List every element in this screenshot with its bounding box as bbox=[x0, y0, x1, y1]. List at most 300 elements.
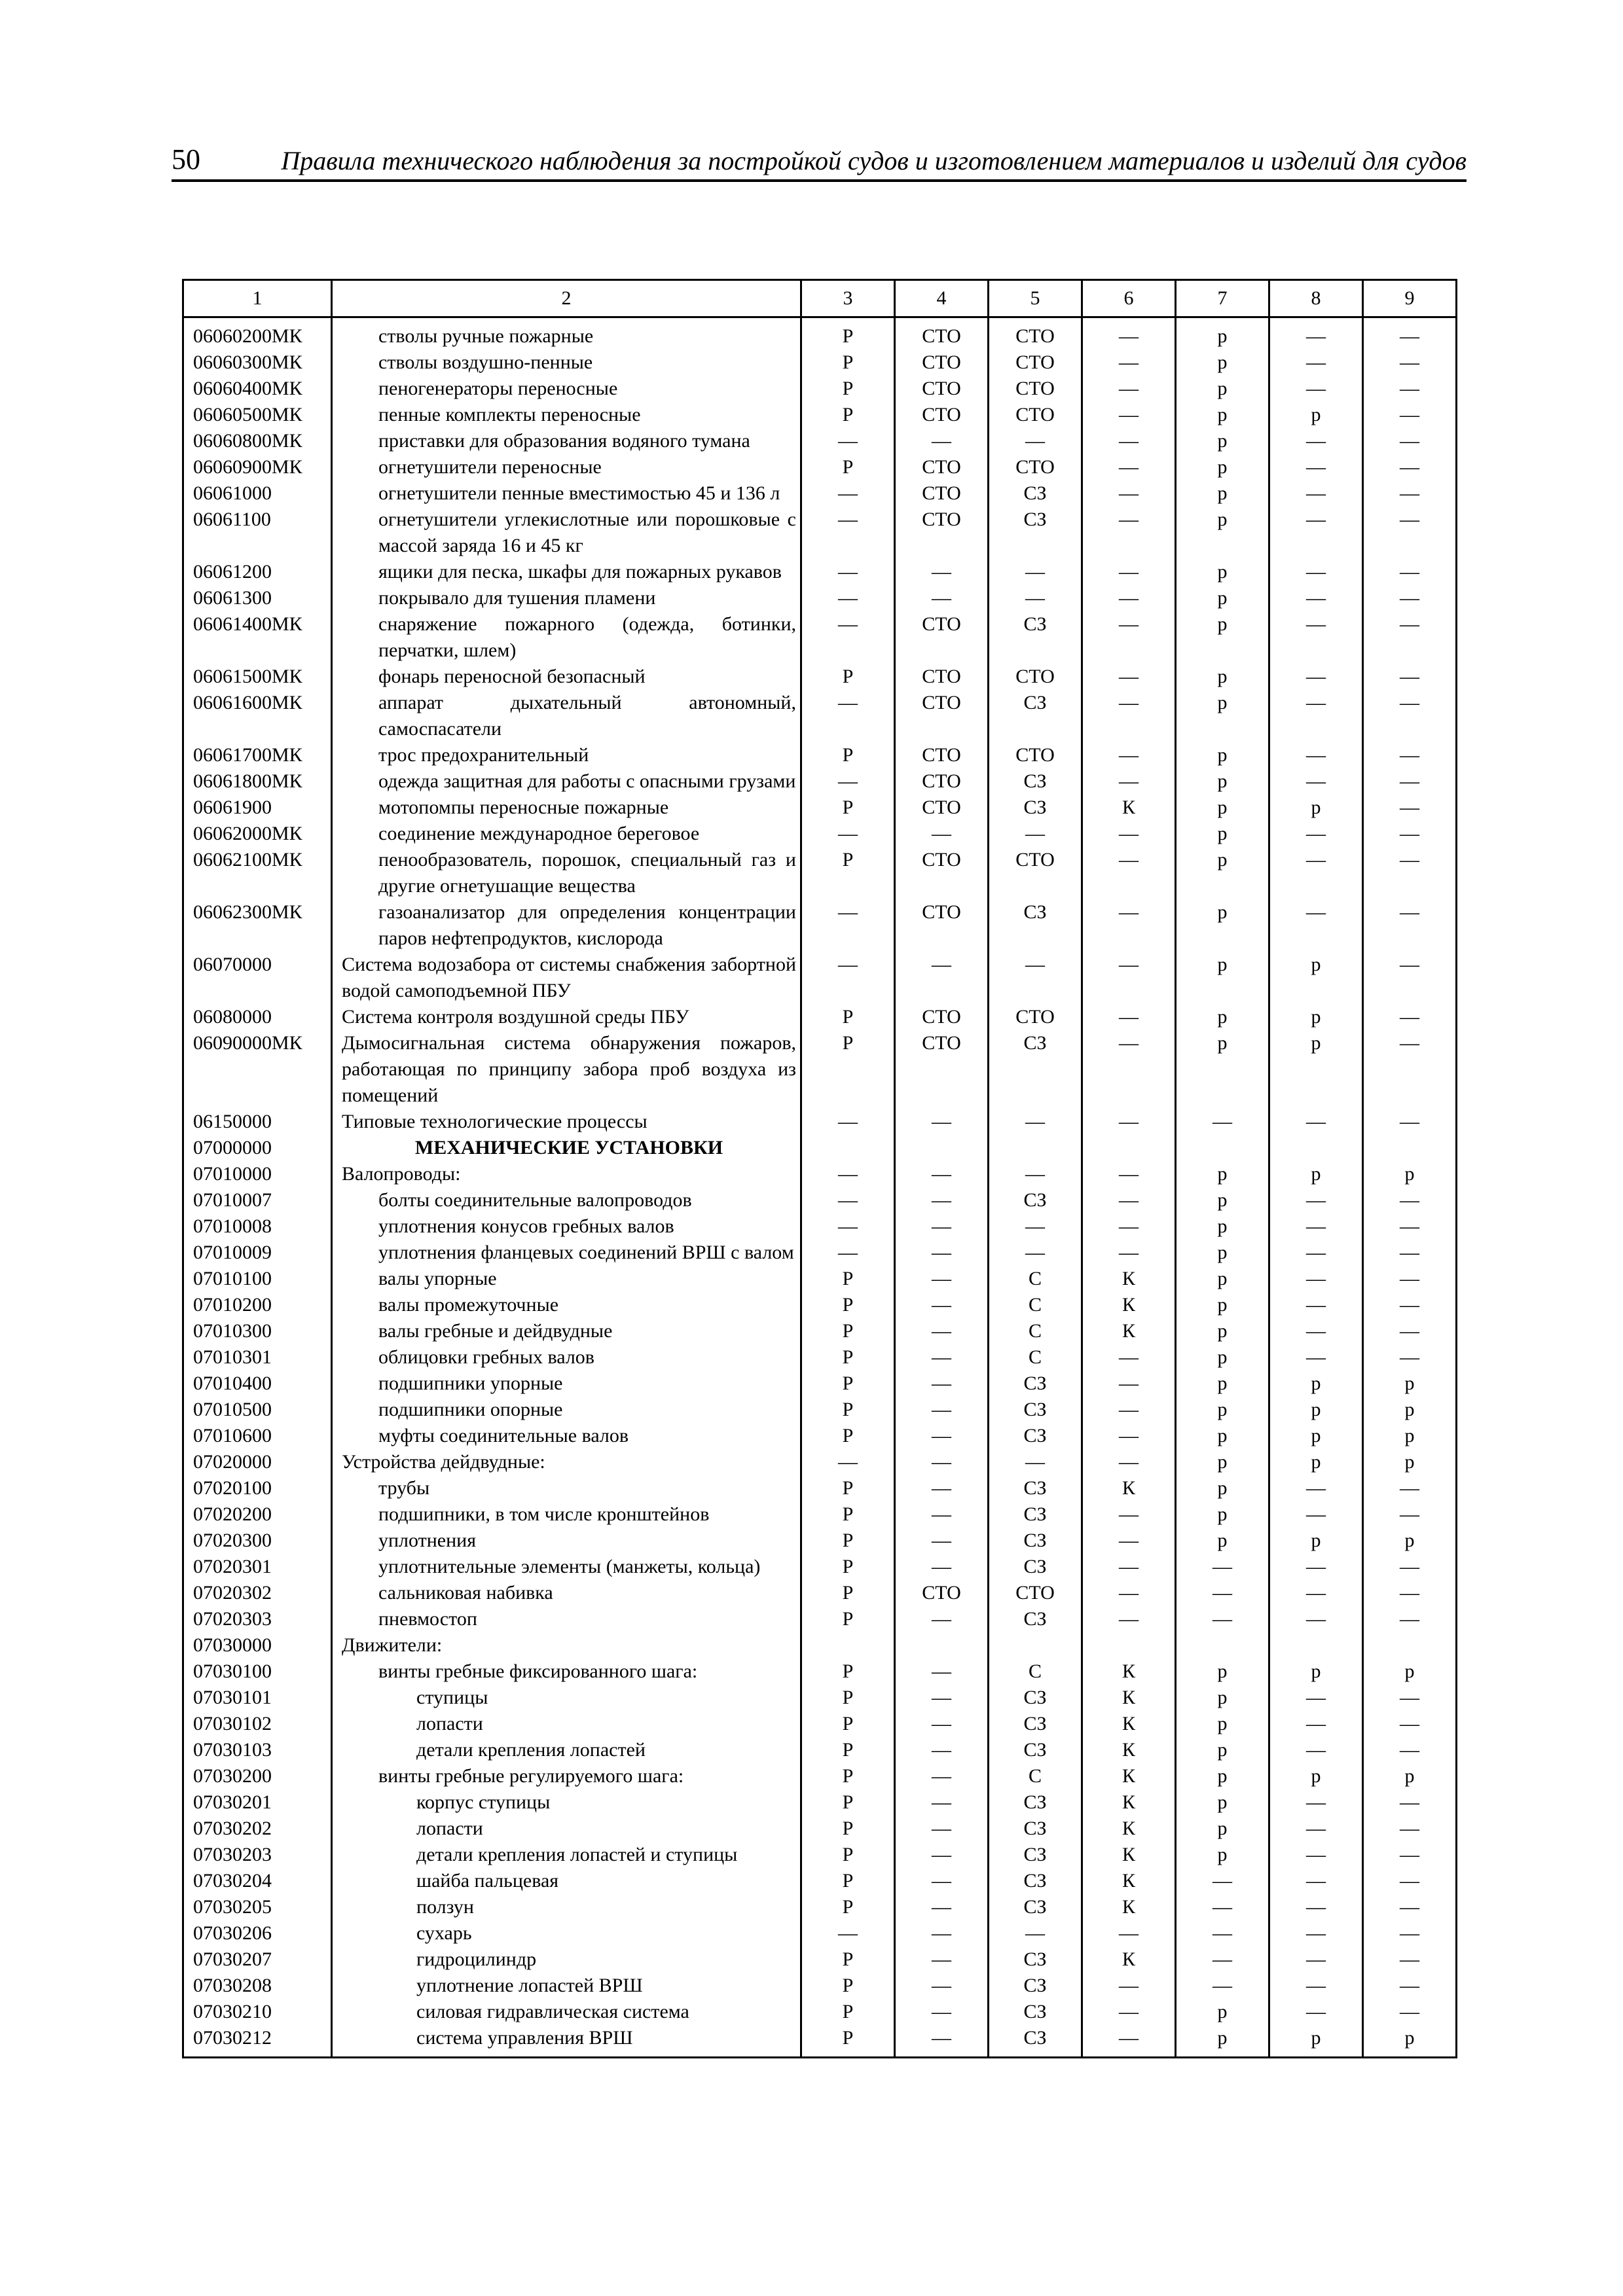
requirement-cell: СТО bbox=[989, 1004, 1082, 1030]
requirement-cell: — bbox=[1176, 1894, 1269, 1920]
requirement-cell bbox=[1269, 1632, 1363, 1659]
requirement-cell: — bbox=[801, 480, 895, 507]
requirement-cell: р bbox=[1363, 1397, 1457, 1423]
item-name: подшипники, в том числе кронштейнов bbox=[332, 1501, 801, 1528]
item-code: 06060200МК bbox=[183, 317, 332, 350]
requirement-cell: — bbox=[1269, 742, 1363, 768]
requirement-cell: — bbox=[801, 559, 895, 585]
requirement-cell: СТО bbox=[989, 376, 1082, 402]
item-name: шайба пальцевая bbox=[332, 1868, 801, 1894]
requirement-cell: — bbox=[895, 1187, 989, 1213]
requirement-cell: — bbox=[1363, 1240, 1457, 1266]
table-row bbox=[183, 317, 1457, 350]
section-heading: МЕХАНИЧЕСКИЕ УСТАНОВКИ bbox=[332, 1135, 801, 1161]
table-row bbox=[183, 1423, 1457, 1449]
requirement-cell: К bbox=[1082, 1842, 1176, 1868]
requirement-cell: р bbox=[1176, 1816, 1269, 1842]
requirement-cell: р bbox=[1176, 1763, 1269, 1789]
table-row bbox=[183, 1973, 1457, 1999]
table-row bbox=[183, 454, 1457, 480]
requirement-cell: — bbox=[989, 1161, 1082, 1187]
requirement-cell: — bbox=[1269, 1789, 1363, 1816]
requirement-cell: — bbox=[1082, 507, 1176, 559]
requirement-cell: СТО bbox=[989, 402, 1082, 428]
item-name: огнетушители углекислотные или порошковые с массой заряда 16 и 45 кг bbox=[332, 507, 801, 559]
requirement-cell: — bbox=[1363, 611, 1457, 664]
table-row bbox=[183, 1318, 1457, 1344]
requirement-cell: — bbox=[895, 1109, 989, 1135]
requirement-cell: — bbox=[1363, 1973, 1457, 1999]
requirement-cell: — bbox=[1363, 664, 1457, 690]
requirement-cell: — bbox=[1269, 1920, 1363, 1946]
requirement-cell: Р bbox=[801, 1685, 895, 1711]
requirement-cell: — bbox=[1269, 664, 1363, 690]
requirement-cell: — bbox=[1269, 317, 1363, 350]
requirement-cell: СЗ bbox=[989, 1187, 1082, 1213]
requirement-cell: — bbox=[801, 1109, 895, 1135]
requirement-cell: р bbox=[1176, 1528, 1269, 1554]
item-code: 07020302 bbox=[183, 1580, 332, 1606]
requirement-cell: — bbox=[895, 1737, 989, 1763]
requirement-cell: — bbox=[1363, 1266, 1457, 1292]
requirement-cell: — bbox=[895, 1763, 989, 1789]
requirement-cell: Р bbox=[801, 1973, 895, 1999]
requirement-cell: — bbox=[895, 1554, 989, 1580]
requirement-cell: — bbox=[1363, 585, 1457, 611]
requirement-cell: — bbox=[895, 1161, 989, 1187]
requirement-cell: СЗ bbox=[989, 1868, 1082, 1894]
requirement-cell: — bbox=[1363, 1920, 1457, 1946]
item-code: 07010009 bbox=[183, 1240, 332, 1266]
table-row bbox=[183, 402, 1457, 428]
requirement-cell: — bbox=[1082, 664, 1176, 690]
requirement-cell: СЗ bbox=[989, 1894, 1082, 1920]
requirement-cell: — bbox=[989, 1240, 1082, 1266]
table-row bbox=[183, 1004, 1457, 1030]
requirement-cell bbox=[1363, 1632, 1457, 1659]
requirement-cell: К bbox=[1082, 1789, 1176, 1816]
requirement-cell bbox=[989, 1632, 1082, 1659]
table-row bbox=[183, 2025, 1457, 2058]
requirement-cell: — bbox=[1082, 1213, 1176, 1240]
requirement-cell: р bbox=[1269, 2025, 1363, 2058]
item-name: стволы воздушно-пенные bbox=[332, 350, 801, 376]
requirement-cell bbox=[895, 1632, 989, 1659]
requirement-cell: р bbox=[1176, 611, 1269, 664]
item-name: соединение международное береговое bbox=[332, 821, 801, 847]
requirement-cell: К bbox=[1082, 1685, 1176, 1711]
requirement-cell: — bbox=[801, 507, 895, 559]
requirement-cell: — bbox=[801, 899, 895, 952]
table-row bbox=[183, 742, 1457, 768]
requirement-cell: СЗ bbox=[989, 1528, 1082, 1554]
requirement-cell: — bbox=[1363, 1816, 1457, 1842]
requirement-cell: — bbox=[895, 1946, 989, 1973]
requirement-cell: р bbox=[1176, 507, 1269, 559]
requirement-cell: — bbox=[1363, 1894, 1457, 1920]
requirement-cell: — bbox=[1363, 690, 1457, 742]
requirement-cell: СЗ bbox=[989, 1030, 1082, 1109]
requirement-cell: Р bbox=[801, 402, 895, 428]
item-code: 07030206 bbox=[183, 1920, 332, 1946]
item-code: 07030000 bbox=[183, 1632, 332, 1659]
requirement-cell: Р bbox=[801, 454, 895, 480]
requirement-cell: СТО bbox=[895, 664, 989, 690]
requirement-cell: — bbox=[1363, 480, 1457, 507]
requirement-cell: Р bbox=[801, 1554, 895, 1580]
table-row bbox=[183, 1240, 1457, 1266]
item-code: 07010600 bbox=[183, 1423, 332, 1449]
requirement-cell: р bbox=[1176, 847, 1269, 899]
table-header-row bbox=[183, 280, 1457, 317]
requirement-cell: СЗ bbox=[989, 1946, 1082, 1973]
item-name: детали крепления лопастей bbox=[332, 1737, 801, 1763]
requirement-cell: — bbox=[1363, 1213, 1457, 1240]
requirement-cell: СТО bbox=[895, 1580, 989, 1606]
item-name: Типовые технологические процессы bbox=[332, 1109, 801, 1135]
requirement-cell: — bbox=[1269, 1213, 1363, 1240]
item-code: 07010300 bbox=[183, 1318, 332, 1344]
table-row bbox=[183, 480, 1457, 507]
requirement-cell: — bbox=[1269, 1109, 1363, 1135]
item-name: винты гребные регулируемого шага: bbox=[332, 1763, 801, 1789]
requirement-cell: — bbox=[895, 1920, 989, 1946]
requirement-cell: р bbox=[1176, 1449, 1269, 1475]
requirement-cell: р bbox=[1176, 1501, 1269, 1528]
requirement-cell: С bbox=[989, 1266, 1082, 1292]
requirement-cell: СЗ bbox=[989, 1973, 1082, 1999]
requirement-cell: р bbox=[1176, 350, 1269, 376]
requirement-cell: — bbox=[1082, 1344, 1176, 1371]
column-header: 5 bbox=[989, 280, 1082, 317]
requirement-cell: — bbox=[1363, 952, 1457, 1004]
requirement-cell: — bbox=[801, 1187, 895, 1213]
item-code: 07010007 bbox=[183, 1187, 332, 1213]
requirement-cell: К bbox=[1082, 1894, 1176, 1920]
requirement-cell: — bbox=[1082, 1371, 1176, 1397]
item-code: 07030204 bbox=[183, 1868, 332, 1894]
requirement-cell: Р bbox=[801, 1371, 895, 1397]
requirement-cell: р bbox=[1363, 1449, 1457, 1475]
item-name: пеногенераторы переносные bbox=[332, 376, 801, 402]
item-code: 07020200 bbox=[183, 1501, 332, 1528]
requirement-cell: СТО bbox=[895, 795, 989, 821]
requirement-cell: К bbox=[1082, 1763, 1176, 1789]
requirement-cell bbox=[801, 1632, 895, 1659]
requirement-cell: р bbox=[1176, 2025, 1269, 2058]
requirement-cell: р bbox=[1269, 1528, 1363, 1554]
requirement-cell: — bbox=[1082, 1240, 1176, 1266]
requirement-cell: р bbox=[1363, 1659, 1457, 1685]
item-name: пневмостоп bbox=[332, 1606, 801, 1632]
requirement-cell: — bbox=[1363, 317, 1457, 350]
requirement-cell: р bbox=[1176, 1685, 1269, 1711]
requirement-cell: р bbox=[1176, 585, 1269, 611]
item-code: 07030100 bbox=[183, 1659, 332, 1685]
requirement-cell: С bbox=[989, 1763, 1082, 1789]
requirement-cell: СЗ bbox=[989, 1606, 1082, 1632]
requirement-cell: — bbox=[1363, 1004, 1457, 1030]
item-code: 06080000 bbox=[183, 1004, 332, 1030]
requirement-cell: Р bbox=[801, 1292, 895, 1318]
item-name: подшипники опорные bbox=[332, 1397, 801, 1423]
requirement-cell: р bbox=[1176, 742, 1269, 768]
requirement-cell: — bbox=[1363, 847, 1457, 899]
table-body bbox=[183, 317, 1457, 2058]
requirement-cell: Р bbox=[801, 1318, 895, 1344]
item-name: одежда защитная для работы с опасными грузами bbox=[332, 768, 801, 795]
requirement-cell: р bbox=[1176, 690, 1269, 742]
requirement-cell: — bbox=[1363, 1999, 1457, 2025]
requirement-cell: р bbox=[1176, 1737, 1269, 1763]
requirement-cell: — bbox=[1269, 1554, 1363, 1580]
item-code: 07030200 bbox=[183, 1763, 332, 1789]
requirement-cell: — bbox=[1082, 742, 1176, 768]
requirement-cell: — bbox=[1363, 1554, 1457, 1580]
requirement-cell: — bbox=[1363, 1344, 1457, 1371]
requirement-cell: — bbox=[1363, 1030, 1457, 1109]
requirement-cell: — bbox=[1269, 350, 1363, 376]
requirement-cell: — bbox=[1269, 1868, 1363, 1894]
table-row bbox=[183, 350, 1457, 376]
requirement-cell: р bbox=[1176, 317, 1269, 350]
requirement-cell: р bbox=[1176, 1161, 1269, 1187]
item-code: 07030103 bbox=[183, 1737, 332, 1763]
item-name: трос предохранительный bbox=[332, 742, 801, 768]
requirement-cell: — bbox=[895, 1973, 989, 1999]
requirement-cell: — bbox=[895, 428, 989, 454]
requirement-cell: р bbox=[1363, 1371, 1457, 1397]
requirement-cell: К bbox=[1082, 1816, 1176, 1842]
item-name: муфты соединительные валов bbox=[332, 1423, 801, 1449]
requirement-cell: — bbox=[1082, 559, 1176, 585]
item-code: 06061700МК bbox=[183, 742, 332, 768]
table-row bbox=[183, 1475, 1457, 1501]
requirement-cell: — bbox=[1176, 1973, 1269, 1999]
item-code: 07010008 bbox=[183, 1213, 332, 1240]
requirement-cell: р bbox=[1269, 1763, 1363, 1789]
page-number: 50 bbox=[172, 143, 200, 175]
item-name: стволы ручные пожарные bbox=[332, 317, 801, 350]
requirement-cell: — bbox=[1269, 1999, 1363, 2025]
requirement-cell: — bbox=[1176, 1554, 1269, 1580]
item-name: уплотнения фланцевых соединений ВРШ с валом bbox=[332, 1240, 801, 1266]
item-name: Движители: bbox=[332, 1632, 801, 1659]
requirement-cell: р bbox=[1176, 1475, 1269, 1501]
item-name: гидроцилиндр bbox=[332, 1946, 801, 1973]
requirement-cell: — bbox=[1176, 1868, 1269, 1894]
requirement-cell: СЗ bbox=[989, 899, 1082, 952]
table-row bbox=[183, 376, 1457, 402]
requirement-cell: — bbox=[1363, 402, 1457, 428]
requirement-cell: — bbox=[1363, 1501, 1457, 1528]
table-row bbox=[183, 1554, 1457, 1580]
item-name: детали крепления лопастей и ступицы bbox=[332, 1842, 801, 1868]
item-name: сухарь bbox=[332, 1920, 801, 1946]
item-name: валы упорные bbox=[332, 1266, 801, 1292]
column-header: 9 bbox=[1363, 280, 1457, 317]
requirement-cell: р bbox=[1176, 1318, 1269, 1344]
requirement-cell: Р bbox=[801, 1397, 895, 1423]
requirement-cell: — bbox=[895, 952, 989, 1004]
table-row bbox=[183, 664, 1457, 690]
requirement-cell: — bbox=[1363, 454, 1457, 480]
requirement-cell: — bbox=[895, 1318, 989, 1344]
requirement-cell: — bbox=[895, 1292, 989, 1318]
requirement-cell: — bbox=[1269, 690, 1363, 742]
table-row bbox=[183, 1632, 1457, 1659]
requirement-cell: р bbox=[1176, 664, 1269, 690]
requirement-cell: СЗ bbox=[989, 2025, 1082, 2058]
requirement-cell: Р bbox=[801, 2025, 895, 2058]
requirement-cell: р bbox=[1176, 952, 1269, 1004]
requirement-cell: — bbox=[1363, 1946, 1457, 1973]
requirement-cell: — bbox=[1363, 1711, 1457, 1737]
requirement-cell bbox=[989, 1135, 1082, 1161]
table-row bbox=[183, 1213, 1457, 1240]
requirement-cell: — bbox=[1082, 1449, 1176, 1475]
requirement-cell: — bbox=[895, 1789, 989, 1816]
requirement-cell: — bbox=[989, 1213, 1082, 1240]
requirement-cell: Р bbox=[801, 376, 895, 402]
requirement-cell: СЗ bbox=[989, 507, 1082, 559]
item-name: ступицы bbox=[332, 1685, 801, 1711]
requirement-cell: р bbox=[1176, 480, 1269, 507]
item-name: огнетушители пенные вместимостью 45 и 136 л bbox=[332, 480, 801, 507]
requirement-cell: — bbox=[989, 1109, 1082, 1135]
item-code: 07020303 bbox=[183, 1606, 332, 1632]
requirement-cell: Р bbox=[801, 1606, 895, 1632]
requirement-cell: — bbox=[1269, 1946, 1363, 1973]
requirement-cell: — bbox=[801, 585, 895, 611]
requirement-cell: — bbox=[1082, 1030, 1176, 1109]
requirement-cell: — bbox=[1176, 1109, 1269, 1135]
requirement-cell: Р bbox=[801, 1842, 895, 1868]
requirement-cell: — bbox=[1082, 821, 1176, 847]
requirement-cell: — bbox=[1269, 899, 1363, 952]
requirement-cell: — bbox=[1363, 821, 1457, 847]
requirement-cell: СТО bbox=[989, 742, 1082, 768]
requirement-cell: К bbox=[1082, 1711, 1176, 1737]
requirement-cell: — bbox=[1176, 1920, 1269, 1946]
requirement-cell: СЗ bbox=[989, 1842, 1082, 1868]
requirement-cell: — bbox=[1363, 507, 1457, 559]
item-code: 07010301 bbox=[183, 1344, 332, 1371]
item-name: Система контроля воздушной среды ПБУ bbox=[332, 1004, 801, 1030]
requirement-cell: р bbox=[1363, 2025, 1457, 2058]
requirement-cell: — bbox=[1269, 454, 1363, 480]
item-code: 07030205 bbox=[183, 1894, 332, 1920]
requirement-cell: — bbox=[1269, 611, 1363, 664]
item-name: мотопомпы переносные пожарные bbox=[332, 795, 801, 821]
equipment-table bbox=[182, 279, 1457, 2058]
requirement-cell bbox=[1082, 1632, 1176, 1659]
requirement-cell: — bbox=[801, 611, 895, 664]
item-name: уплотнительные элементы (манжеты, кольца) bbox=[332, 1554, 801, 1580]
requirement-cell: — bbox=[895, 1371, 989, 1397]
requirement-cell: — bbox=[1269, 821, 1363, 847]
requirement-cell: — bbox=[1363, 1685, 1457, 1711]
requirement-cell: р bbox=[1176, 1344, 1269, 1371]
requirement-cell: — bbox=[895, 1501, 989, 1528]
requirement-cell: — bbox=[801, 690, 895, 742]
requirement-cell: Р bbox=[801, 1004, 895, 1030]
requirement-cell: — bbox=[1082, 1554, 1176, 1580]
requirement-cell: — bbox=[1082, 1606, 1176, 1632]
requirement-cell: СТО bbox=[895, 454, 989, 480]
requirement-cell: Р bbox=[801, 1030, 895, 1109]
requirement-cell: — bbox=[1363, 1606, 1457, 1632]
requirement-cell: — bbox=[1269, 768, 1363, 795]
item-name: винты гребные фиксированного шага: bbox=[332, 1659, 801, 1685]
requirement-cell: — bbox=[895, 1659, 989, 1685]
table-row bbox=[183, 1266, 1457, 1292]
requirement-cell: р bbox=[1176, 1187, 1269, 1213]
requirement-cell: — bbox=[1176, 1580, 1269, 1606]
requirement-cell: СТО bbox=[989, 350, 1082, 376]
requirement-cell: — bbox=[801, 768, 895, 795]
requirement-cell: — bbox=[895, 1266, 989, 1292]
item-code: 07030202 bbox=[183, 1816, 332, 1842]
requirement-cell: СТО bbox=[895, 690, 989, 742]
requirement-cell: — bbox=[1363, 428, 1457, 454]
column-header: 3 bbox=[801, 280, 895, 317]
requirement-cell: СТО bbox=[895, 480, 989, 507]
table-row bbox=[183, 1501, 1457, 1528]
requirement-cell: — bbox=[801, 1449, 895, 1475]
page-header bbox=[172, 140, 1467, 182]
requirement-cell: СЗ bbox=[989, 480, 1082, 507]
requirement-cell: — bbox=[1082, 1423, 1176, 1449]
requirement-cell: СЗ bbox=[989, 1685, 1082, 1711]
table-row bbox=[183, 1999, 1457, 2025]
table-row bbox=[183, 507, 1457, 559]
running-title: Правила технического наблюдения за постройкой судов и изготовлением материалов и изделий для судов bbox=[281, 146, 1467, 175]
requirement-cell: — bbox=[895, 1213, 989, 1240]
requirement-cell bbox=[1082, 1135, 1176, 1161]
requirement-cell: р bbox=[1176, 1397, 1269, 1423]
item-name: корпус ступицы bbox=[332, 1789, 801, 1816]
requirement-cell: — bbox=[895, 1816, 989, 1842]
requirement-cell: Р bbox=[801, 1528, 895, 1554]
table-row bbox=[183, 1528, 1457, 1554]
table-row bbox=[183, 1920, 1457, 1946]
table-row bbox=[183, 1344, 1457, 1371]
requirement-cell: р bbox=[1269, 1449, 1363, 1475]
table-row bbox=[183, 821, 1457, 847]
requirement-cell: — bbox=[1269, 1318, 1363, 1344]
requirement-cell: СТО bbox=[989, 1580, 1082, 1606]
requirement-cell: — bbox=[989, 821, 1082, 847]
item-name: трубы bbox=[332, 1475, 801, 1501]
requirement-cell: Р bbox=[801, 1946, 895, 1973]
requirement-cell: К bbox=[1082, 1475, 1176, 1501]
requirement-cell: — bbox=[1363, 795, 1457, 821]
item-code: 07020301 bbox=[183, 1554, 332, 1580]
item-code: 06060400МК bbox=[183, 376, 332, 402]
item-code: 07030101 bbox=[183, 1685, 332, 1711]
requirement-cell: — bbox=[895, 2025, 989, 2058]
requirement-cell bbox=[895, 1135, 989, 1161]
requirement-cell: — bbox=[895, 1685, 989, 1711]
requirement-cell: — bbox=[1082, 690, 1176, 742]
requirement-cell: — bbox=[1082, 1161, 1176, 1187]
item-name: валы промежуточные bbox=[332, 1292, 801, 1318]
requirement-cell: — bbox=[801, 1213, 895, 1240]
table-row bbox=[183, 1371, 1457, 1397]
item-name: снаряжение пожарного (одежда, ботинки, перчатки, шлем) bbox=[332, 611, 801, 664]
requirement-cell bbox=[801, 1135, 895, 1161]
